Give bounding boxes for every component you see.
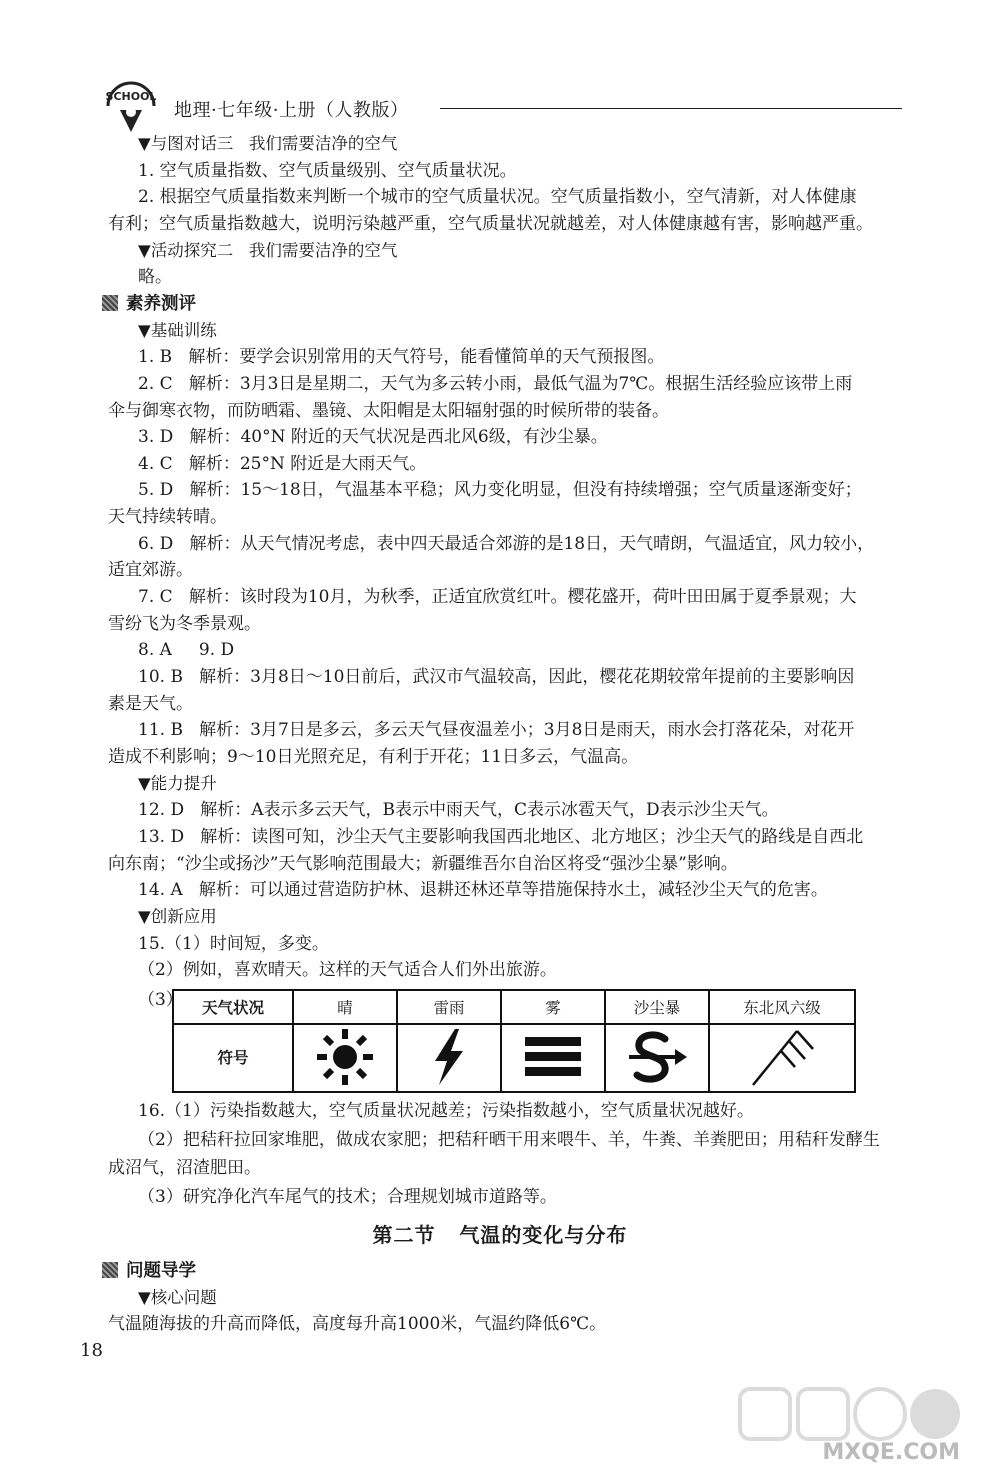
line-text: 造成不利影响；9～10日光照充足，有利于开花；11日多云，气温高。 — [108, 746, 639, 767]
northeast-wind-icon — [747, 1025, 817, 1089]
lightning-icon — [427, 1027, 471, 1087]
line-text: 10. B 解析：3月8日～10日前后，武汉市气温较高，因此，樱花花期较常年提前的主要影响因 — [138, 667, 855, 687]
subsection-heading — [138, 319, 217, 343]
text-line — [138, 159, 517, 183]
weather-symbol-table — [172, 989, 856, 1093]
line-text: 13. D 解析：读图可知，沙尘天气主要影响我国西北地区、北方地区；沙尘天气的路线是自西北 — [138, 826, 864, 847]
line-text: 5. D 解析：15～18日，气温基本平稳；风力变化明显，但没有持续增强；空气质量逐渐变好； — [138, 480, 862, 501]
line-text: ▼能力提升 — [138, 773, 217, 793]
subsection-heading — [138, 1286, 217, 1310]
line-text: 雪纷飞为冬季景观。 — [108, 613, 261, 634]
line-text: 1. 空气质量指数、空气质量级别、空气质量状况。 — [138, 160, 517, 181]
text-line — [138, 638, 234, 662]
line-text: 伞与御寒衣物，而防晒霜、墨镜、太阳帽是太阳辐射强的时候所带的装备。 — [108, 400, 669, 421]
line-text: 有利；空气质量指数越大，说明污染越严重，空气质量状况就越差，对人体健康越有害，影响越严重。 — [108, 213, 873, 234]
line-text: ▼核心问题 — [138, 1287, 217, 1307]
text-line — [138, 825, 863, 849]
text-line — [138, 718, 854, 742]
line-text: （2）例如，喜欢晴天。这样的天气适合人们外出旅游。 — [138, 960, 557, 981]
text-line — [138, 958, 557, 982]
header-fog: 雾 — [502, 991, 606, 1023]
section-heading — [102, 292, 196, 316]
header-rule — [440, 108, 902, 109]
text-line — [138, 478, 862, 502]
section-marker-icon — [102, 295, 118, 311]
table-symbol-row — [174, 1023, 854, 1091]
watermark-text: MXQE.COM — [822, 1440, 960, 1465]
text-line — [138, 345, 664, 369]
fog-icon — [523, 1035, 583, 1079]
line-text: 4. C 解析：25°N 附近是大雨天气。 — [138, 453, 427, 474]
line-text: 问题导学 — [126, 1261, 196, 1281]
table-label: （3） — [138, 990, 183, 1010]
line-text: 3. D 解析：40°N 附近的天气状况是西北风6级，有沙尘暴。 — [138, 427, 608, 448]
header-thunderstorm: 雷雨 — [398, 991, 502, 1023]
text-line — [108, 505, 227, 529]
text-line — [138, 585, 856, 609]
symbol-label: 符号 — [174, 1023, 294, 1091]
line-text: ▼基础训练 — [138, 320, 217, 340]
text-line — [138, 1128, 880, 1152]
line-text: 2. 根据空气质量指数来判断一个城市的空气质量状况。空气质量指数小，空气清新，对人体健康 — [138, 187, 857, 208]
text-line — [108, 212, 873, 236]
chapter-title: 第二节 气温的变化与分布 — [372, 1223, 628, 1247]
text-line — [108, 612, 261, 636]
text-line — [108, 852, 738, 876]
line-text: 6. D 解析：从天气情况考虑，表中四天最适合郊游的是18日，天气晴朗，气温适宜，风力较小， — [138, 533, 875, 554]
text-line — [138, 1099, 754, 1123]
subsection-heading — [138, 772, 217, 796]
header-northeast-wind: 东北风六级 — [743, 999, 821, 1017]
text-line — [108, 399, 669, 423]
school-logo — [100, 76, 162, 134]
text-line — [138, 185, 857, 209]
text-line — [138, 798, 779, 822]
line-text: 8. A 9. D — [138, 640, 235, 661]
line-text: 素养测评 — [126, 293, 196, 314]
header-title: 地理·七年级·上册（人教版） — [174, 100, 409, 121]
text-line — [138, 452, 426, 476]
line-text: （3）研究净化汽车尾气的技术；合理规划城市道路等。 — [138, 1186, 557, 1207]
line-text: 11. B 解析：3月7日是多云，多云天气昼夜温差小；3月8日是雨天，雨水会打落花朵，对花开 — [138, 720, 855, 741]
text-line — [138, 425, 608, 449]
text-line — [138, 265, 172, 289]
line-text: 14. A 解析：可以通过营造防护林、退耕还林还草等措施保持水土，减轻沙尘天气的危害。 — [138, 880, 828, 901]
text-line — [138, 665, 854, 689]
page-number: 18 — [80, 1340, 103, 1361]
line-text: 天气持续转晴。 — [108, 507, 227, 528]
text-line — [138, 932, 329, 956]
sun-icon — [313, 1027, 377, 1087]
line-text: 7. C 解析：该时段为10月，为秋季，正适宜欣赏红叶。樱花盛开，荷叶田田属于夏季景观；大 — [138, 587, 857, 608]
line-text: 12. D 解析：A表示多云天气，B表示中雨天气，C表示冰雹天气，D表示沙尘天气。 — [138, 800, 779, 821]
line-text: 16.（1）污染指数越大，空气质量状况越差；污染指数越小，空气质量状况越好。 — [138, 1101, 754, 1121]
section-heading — [102, 1259, 196, 1283]
header-sandstorm: 沙尘暴 — [606, 991, 710, 1023]
sandstorm-icon — [625, 1027, 689, 1087]
line-text: 1. B 解析：要学会识别常用的天气符号，能看懂简单的天气预报图。 — [138, 347, 665, 368]
text-line — [108, 1312, 606, 1336]
line-text: ▼与图对话三 我们需要洁净的空气 — [138, 134, 398, 153]
header-weather-status: 天气状况 — [174, 991, 294, 1023]
line-text: 适宜郊游。 — [108, 560, 193, 581]
text-line — [108, 692, 193, 716]
text-line — [108, 558, 193, 582]
subsection-heading — [138, 132, 397, 156]
subsection-heading — [138, 905, 217, 929]
line-text: ▼创新应用 — [138, 906, 217, 926]
line-text: 素是天气。 — [108, 693, 193, 714]
text-line — [108, 745, 638, 769]
header-sunny: 晴 — [294, 991, 398, 1023]
subsection-heading — [138, 239, 397, 263]
line-text: ▼活动探究二 我们需要洁净的空气 — [138, 240, 398, 260]
line-text: 2. C 解析：3月3日是星期二，天气为多云转小雨，最低气温为7℃。根据生活经验应该带上雨 — [138, 373, 853, 394]
text-line — [138, 878, 828, 902]
logo-text: SCHOOL — [105, 90, 157, 103]
section-marker-icon — [102, 1262, 118, 1278]
line-text: 向东南；“沙尘或扬沙”天气影响范围最大；新疆维吾尔自治区将受“强沙尘暴”影响。 — [108, 853, 738, 874]
line-text: 气温随海拔的升高而降低，高度每升高1000米，气温约降低6℃。 — [108, 1314, 607, 1334]
line-text: 略。 — [138, 267, 172, 288]
table-header-row — [174, 991, 854, 1025]
text-line — [138, 1185, 557, 1209]
text-line — [138, 532, 874, 556]
text-line — [108, 1156, 261, 1180]
line-text: （2）把秸秆拉回家堆肥，做成农家肥；把秸秆晒干用来喂牛、羊，牛粪、羊粪肥田；用秸秆发酵生 — [138, 1129, 880, 1150]
line-text: 成沼气，沼渣肥田。 — [108, 1158, 261, 1178]
text-line — [138, 372, 852, 396]
line-text: 15.（1）时间短，多变。 — [138, 933, 329, 954]
